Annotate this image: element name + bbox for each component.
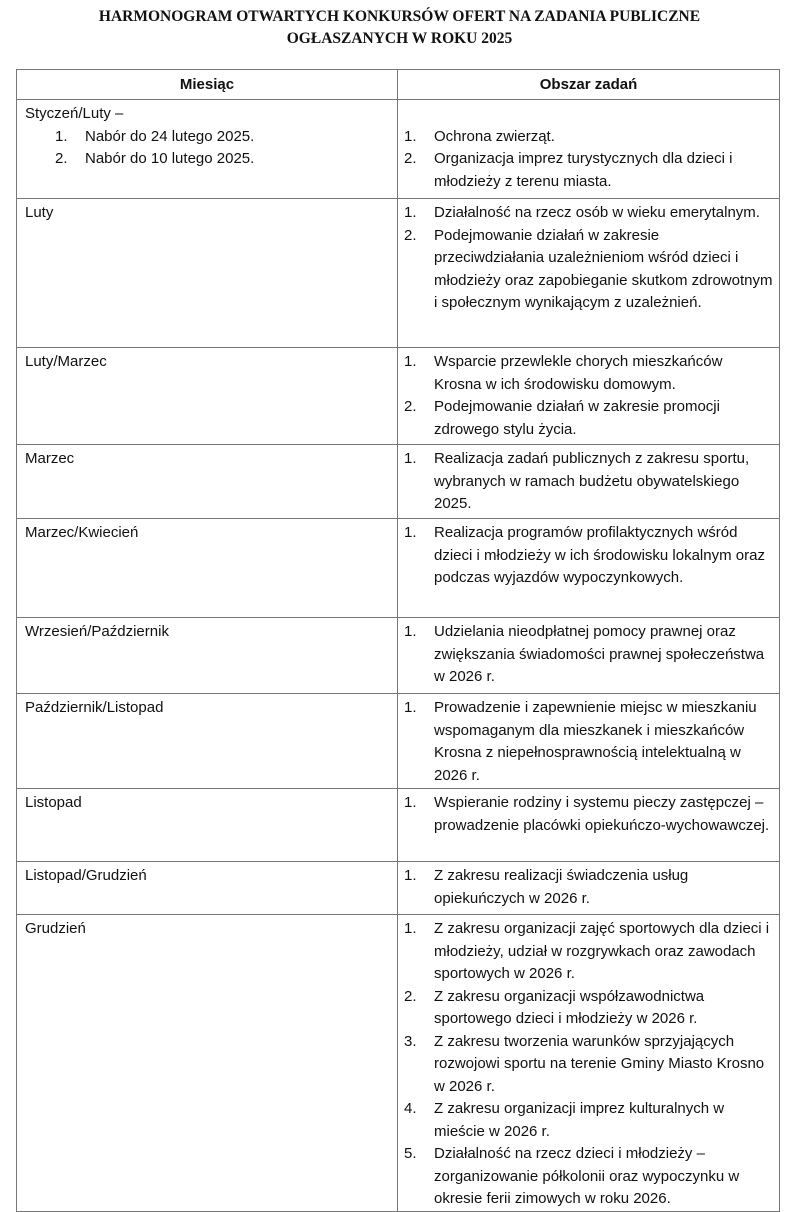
task-area-cell — [398, 348, 780, 445]
task-text: Organizacja imprez turystycznych dla dzieci i młodzieży z terenu miasta. — [434, 150, 733, 190]
task-text: Realizacja zadań publicznych z zakresu sportu, wybranych w ramach budżetu obywatelskiego 2025. — [434, 450, 750, 512]
month-label: Październik/Listopad — [25, 699, 164, 716]
task-text: Działalność na rzecz dzieci i młodzieży – zorganizowanie półkolonii oraz wypoczynku w okresie ferii zimowych w roku 2026. — [434, 1145, 740, 1207]
month-cell — [17, 789, 398, 862]
task-number: 2. — [404, 226, 417, 244]
task-area-cell — [398, 199, 780, 348]
month-label: Listopad/Grudzień — [25, 867, 147, 884]
column-header-area: Obszar zadań — [398, 70, 780, 100]
task-number: 1. — [404, 524, 417, 541]
task-number: 3. — [404, 1032, 417, 1050]
table-row — [17, 915, 780, 1212]
task-item — [404, 1031, 773, 1099]
task-item — [404, 202, 773, 225]
task-text: Podejmowanie działań w zakresie promocji zdrowego stylu życia. — [434, 398, 720, 438]
task-number: 1. — [404, 450, 417, 467]
task-number: 1. — [404, 127, 417, 145]
month-cell — [17, 445, 398, 519]
task-item — [404, 792, 773, 837]
table-row — [17, 199, 780, 348]
month-label: Marzec — [25, 450, 75, 467]
task-area-cell — [398, 519, 780, 618]
month-label: Luty/Marzec — [25, 353, 107, 370]
table-row — [17, 862, 780, 915]
task-item — [404, 522, 773, 590]
column-header-month: Miesiąc — [17, 70, 398, 100]
task-area-cell — [398, 100, 780, 199]
task-number: 1. — [404, 623, 417, 640]
table-row — [17, 519, 780, 618]
task-area-cell — [398, 694, 780, 789]
recruitment-deadline-item — [25, 148, 397, 171]
month-cell — [17, 694, 398, 789]
table-row — [17, 618, 780, 694]
table-row — [17, 789, 780, 862]
title-line-2: OGŁASZANYCH W ROKU 2025 — [286, 30, 513, 47]
title-line-1: HARMONOGRAM OTWARTYCH KONKURSÓW OFERT NA ZADANIA PUBLICZNE — [98, 8, 701, 25]
table-row — [17, 100, 780, 199]
task-number: 4. — [404, 1100, 417, 1117]
task-item — [404, 148, 773, 193]
task-list — [404, 448, 773, 516]
table-row — [17, 694, 780, 789]
task-item — [404, 396, 773, 441]
recruitment-deadline-item — [25, 126, 397, 149]
task-item — [404, 865, 773, 910]
task-number: 5. — [404, 1145, 417, 1162]
task-text: Realizacja programów profilaktycznych wśród dzieci i młodzieży w ich środowisku lokalnym oraz podczas wyjazdów wypoczynkowych. — [434, 524, 765, 586]
task-text: Ochrona zwierząt. — [434, 127, 555, 145]
task-list — [404, 126, 773, 194]
month-label: Styczeń/Luty – — [25, 105, 124, 122]
task-list — [404, 522, 773, 590]
task-list — [404, 351, 773, 441]
task-area-cell — [398, 789, 780, 862]
task-text: Z zakresu organizacji imprez kulturalnych w mieście w 2026 r. — [434, 1100, 725, 1140]
task-item — [404, 697, 773, 787]
month-cell — [17, 915, 398, 1212]
task-list — [404, 792, 773, 837]
task-item — [404, 1143, 773, 1211]
month-cell — [17, 100, 398, 199]
task-item — [404, 351, 773, 396]
task-item — [404, 1098, 773, 1143]
month-label: Luty — [25, 204, 54, 221]
task-list — [404, 697, 773, 787]
task-item — [404, 918, 773, 986]
task-area-cell — [398, 618, 780, 694]
task-text: Z zakresu organizacji współzawodnictwa sportowego dzieci i młodzieży w 2026 r. — [434, 987, 705, 1027]
task-area-cell — [398, 915, 780, 1212]
task-number: 1. — [404, 920, 417, 937]
task-number: 1. — [404, 794, 417, 811]
table-row — [17, 445, 780, 519]
task-area-cell — [398, 445, 780, 519]
task-text: Wsparcie przewlekle chorych mieszkańców Krosna w ich środowisku domowym. — [434, 353, 723, 393]
month-label: Listopad — [25, 794, 82, 811]
item-number: 2. — [55, 150, 68, 167]
month-cell — [17, 519, 398, 618]
item-text: Nabór do 10 lutego 2025. — [85, 150, 255, 167]
task-number: 2. — [404, 398, 417, 415]
task-item — [404, 126, 773, 149]
task-text: Podejmowanie działań w zakresie przeciwdziałania uzależnieniom wśród dzieci i młodzieży oraz zapobieganie skutkom zdrowotnym i społecznym wynikającym z uzależnień. — [434, 226, 773, 311]
task-number: 2. — [404, 987, 417, 1005]
task-list — [404, 202, 773, 315]
item-number: 1. — [55, 127, 68, 145]
schedule-table — [16, 69, 780, 1212]
task-text: Z zakresu realizacji świadczenia usług opiekuńczych w 2026 r. — [434, 867, 689, 907]
task-item — [404, 986, 773, 1031]
task-text: Prowadzenie i zapewnienie miejsc w mieszkaniu wspomaganym dla mieszkanek i mieszkańców Krosna z niepełnosprawnością intelektualną w 2026 r. — [434, 699, 757, 784]
task-number: 1. — [404, 699, 417, 716]
month-cell — [17, 862, 398, 915]
task-item — [404, 225, 773, 315]
table-header-row — [17, 70, 780, 100]
month-label: Marzec/Kwiecień — [25, 524, 139, 541]
task-item — [404, 621, 773, 689]
task-item — [404, 448, 773, 516]
month-cell — [17, 199, 398, 348]
task-text: Wspieranie rodziny i systemu pieczy zastępczej – prowadzenie placówki opiekuńczo-wychowawczej. — [434, 794, 770, 834]
task-list — [404, 621, 773, 689]
task-number: 1. — [404, 353, 417, 370]
task-list — [404, 918, 773, 1211]
month-cell — [17, 618, 398, 694]
task-area-cell — [398, 862, 780, 915]
task-text: Działalność na rzecz osób w wieku emerytalnym. — [434, 204, 760, 221]
document-title — [0, 6, 799, 50]
task-number: 1. — [404, 204, 417, 221]
month-label: Wrzesień/Październik — [25, 623, 169, 640]
month-label: Grudzień — [25, 920, 86, 937]
task-text: Z zakresu organizacji zajęć sportowych dla dzieci i młodzieży, udział w rozgrywkach oraz zawodach sportowych w 2026 r. — [434, 920, 770, 982]
task-text: Z zakresu tworzenia warunków sprzyjających rozwojowi sportu na terenie Gminy Miasto Krosno w 2026 r. — [434, 1032, 765, 1095]
item-text: Nabór do 24 lutego 2025. — [85, 127, 255, 145]
table-row — [17, 348, 780, 445]
task-number: 1. — [404, 867, 417, 884]
task-text: Udzielania nieodpłatnej pomocy prawnej oraz zwiększania świadomości prawnej społeczeństwa w 2026 r. — [434, 623, 765, 685]
month-cell — [17, 348, 398, 445]
task-list — [404, 865, 773, 910]
task-number: 2. — [404, 150, 417, 167]
